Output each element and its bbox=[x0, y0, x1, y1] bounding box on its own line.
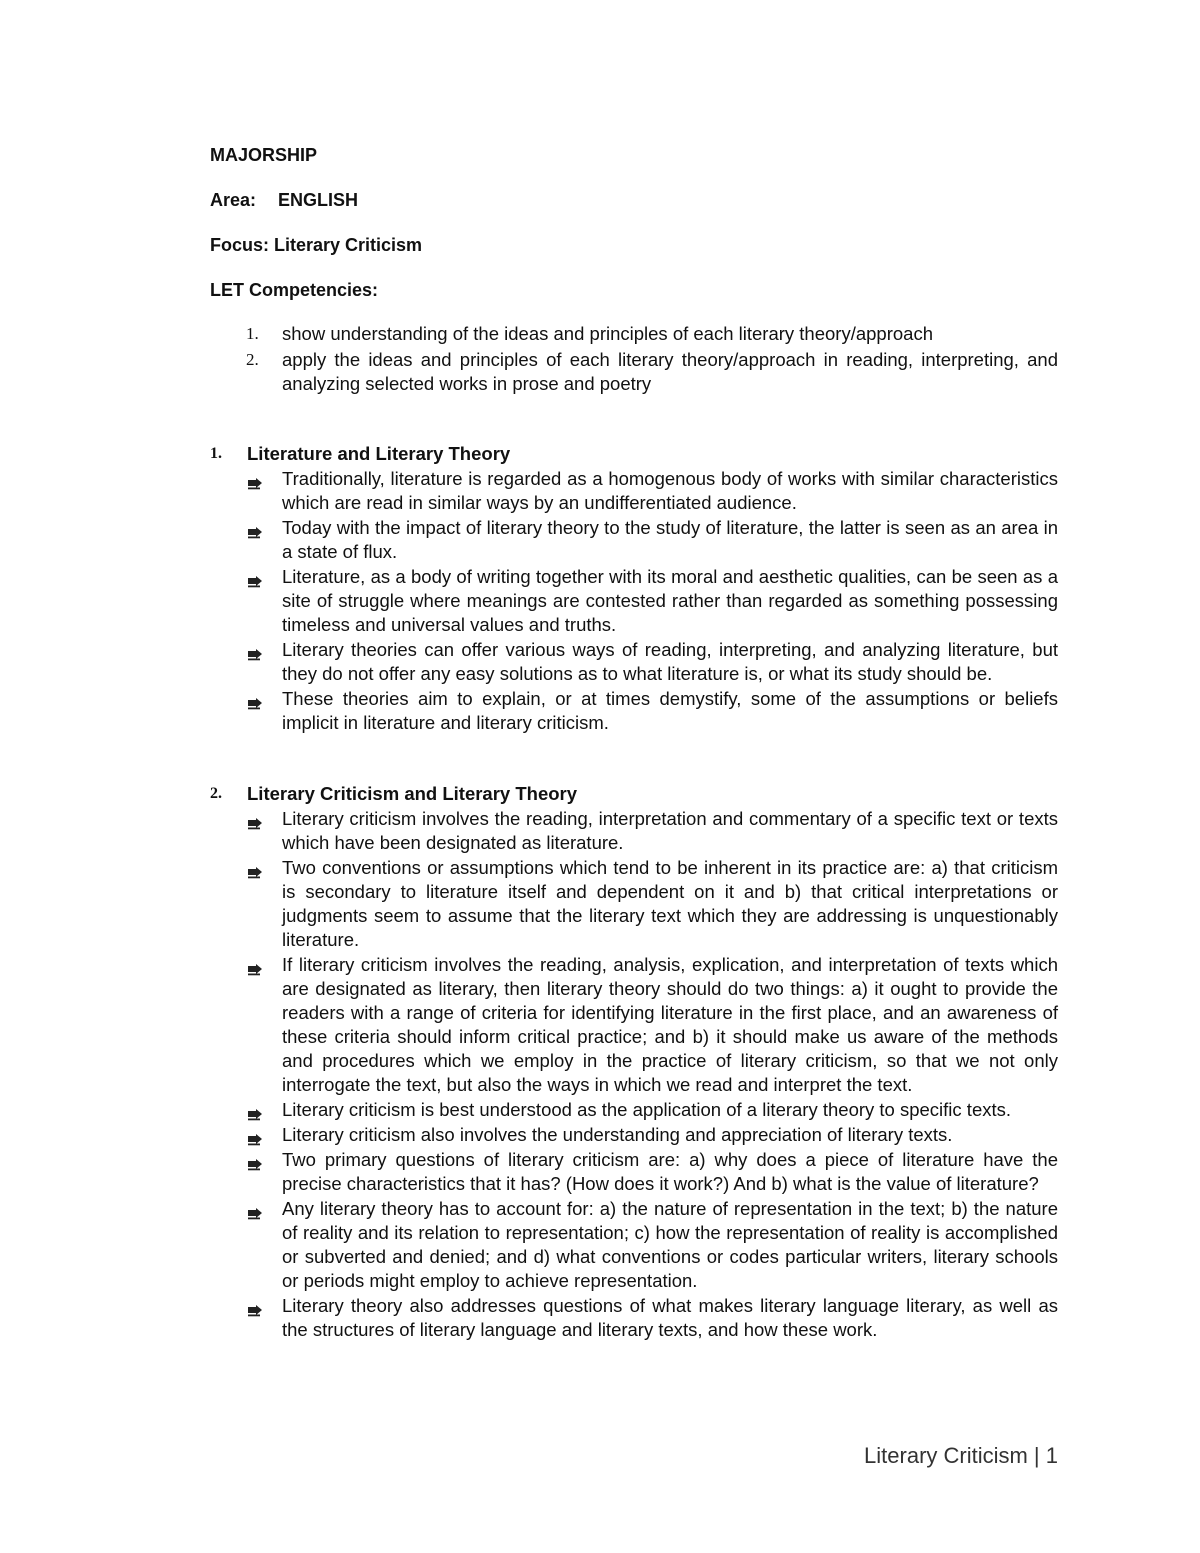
bullet-text: Literary theory also addresses questions of what makes literary language literary, as well as the structures of literary language and literary texts, and how these work. bbox=[282, 1295, 1058, 1340]
arrow-bullet-icon bbox=[247, 958, 263, 970]
arrow-bullet-icon bbox=[247, 643, 263, 655]
arrow-bullet-icon bbox=[247, 1103, 263, 1115]
bullet-item bbox=[210, 638, 1058, 686]
focus-line: Focus: Literary Criticism bbox=[210, 235, 423, 255]
competency-number: 1. bbox=[246, 324, 259, 343]
bullet-item bbox=[210, 1123, 1058, 1147]
let-competencies-heading: LET Competencies: bbox=[210, 280, 379, 300]
arrow-bullet-icon bbox=[247, 812, 263, 824]
bullet-item bbox=[210, 1148, 1058, 1196]
bullet-text: Literary criticism involves the reading, interpretation and commentary of a specific text or texts which have been designated as literature. bbox=[282, 808, 1058, 853]
competency-item bbox=[210, 322, 1058, 346]
bullet-item bbox=[210, 856, 1058, 952]
bullet-text: Literature, as a body of writing together with its moral and aesthetic qualities, can be seen as a site of struggle where meanings are contested rather than regarded as something possessing timeless and universal values and truths. bbox=[282, 566, 1058, 635]
arrow-bullet-icon bbox=[247, 692, 263, 704]
area-line bbox=[210, 189, 358, 211]
arrow-bullet-icon bbox=[247, 472, 263, 484]
bullet-item bbox=[210, 807, 1058, 855]
competency-number: 2. bbox=[246, 350, 259, 369]
arrow-bullet-icon bbox=[247, 1128, 263, 1140]
bullet-item bbox=[210, 1197, 1058, 1293]
competency-text: apply the ideas and principles of each literary theory/approach in reading, interpreting, and analyzing selected works in prose and poetry bbox=[282, 349, 1058, 394]
bullet-text: Literary criticism also involves the understanding and appreciation of literary texts. bbox=[282, 1124, 953, 1145]
bullet-text: Today with the impact of literary theory to the study of literature, the latter is seen as an area in a state of flux. bbox=[282, 517, 1058, 562]
bullet-item bbox=[210, 1098, 1058, 1122]
bullet-text: Literary criticism is best understood as the application of a literary theory to specific texts. bbox=[282, 1099, 1012, 1120]
section-heading bbox=[210, 782, 1058, 806]
arrow-bullet-icon bbox=[247, 521, 263, 533]
section-number: 2. bbox=[210, 785, 222, 802]
arrow-bullet-icon bbox=[247, 1153, 263, 1165]
bullet-item bbox=[210, 953, 1058, 1097]
competency-item bbox=[210, 348, 1058, 396]
section-literature-and-theory bbox=[210, 442, 1058, 735]
arrow-bullet-icon bbox=[247, 1299, 263, 1311]
bullet-list bbox=[210, 807, 1058, 1342]
competency-text: show understanding of the ideas and principles of each literary theory/approach bbox=[282, 323, 933, 344]
bullet-text: Traditionally, literature is regarded as a homogenous body of works with similar characteristics which are read in similar ways by an undifferentiated audience. bbox=[282, 468, 1058, 513]
section-title: Literature and Literary Theory bbox=[247, 443, 511, 464]
arrow-bullet-icon bbox=[247, 861, 263, 873]
section-criticism-and-theory bbox=[210, 782, 1058, 1342]
bullet-text: These theories aim to explain, or at times demystify, some of the assumptions or beliefs implicit in literature and literary criticism. bbox=[282, 688, 1058, 733]
section-title: Literary Criticism and Literary Theory bbox=[247, 783, 578, 804]
competencies-list bbox=[210, 322, 1058, 398]
area-value: ENGLISH bbox=[278, 190, 359, 210]
page-footer: Literary Criticism | 1 bbox=[864, 1443, 1058, 1468]
bullet-item bbox=[210, 687, 1058, 735]
bullet-item bbox=[210, 565, 1058, 637]
bullet-text: Two primary questions of literary criticism are: a) why does a piece of literature have the precise characteristics that it has? (How does it work?) And b) what is the value of literature? bbox=[282, 1149, 1058, 1194]
bullet-text: Two conventions or assumptions which tend to be inherent in its practice are: a) that criticism is secondary to literature itself and dependent on it and b) that critical interpretations or judgments seem to assume that the literary text which they are addressing is unquestionably literature. bbox=[282, 857, 1058, 950]
bullet-item bbox=[210, 467, 1058, 515]
bullet-text: If literary criticism involves the reading, analysis, explication, and interpretation of texts which are designated as literary, then literary theory should do two things: a) it ought to provide the readers with a range of criteria for identifying literature in the first place, and an awareness of these criteria should inform critical practice; and b) it should make us aware of the methods and procedures which we employ in the practice of literary criticism, so that we not only interrogate the text, but also the ways in which we read and interpret the text. bbox=[282, 954, 1058, 1095]
arrow-bullet-icon bbox=[247, 570, 263, 582]
bullet-text: Literary theories can offer various ways of reading, interpreting, and analyzing literature, but they do not offer any easy solutions as to what literature is, or what its study should be. bbox=[282, 639, 1058, 684]
section-number: 1. bbox=[210, 445, 222, 462]
majorship-heading: MAJORSHIP bbox=[210, 145, 318, 165]
section-heading bbox=[210, 442, 1058, 466]
bullet-item bbox=[210, 516, 1058, 564]
area-label: Area: bbox=[210, 190, 257, 210]
bullet-text: Any literary theory has to account for: a) the nature of representation in the text; b) the nature of reality and its relation to representation; c) how the representation of reality is accomplished or subverted and denied; and d) what conventions or codes particular writers, literary schools or periods might employ to achieve representation. bbox=[282, 1198, 1058, 1291]
arrow-bullet-icon bbox=[247, 1202, 263, 1214]
bullet-item bbox=[210, 1294, 1058, 1342]
bullet-list bbox=[210, 467, 1058, 735]
